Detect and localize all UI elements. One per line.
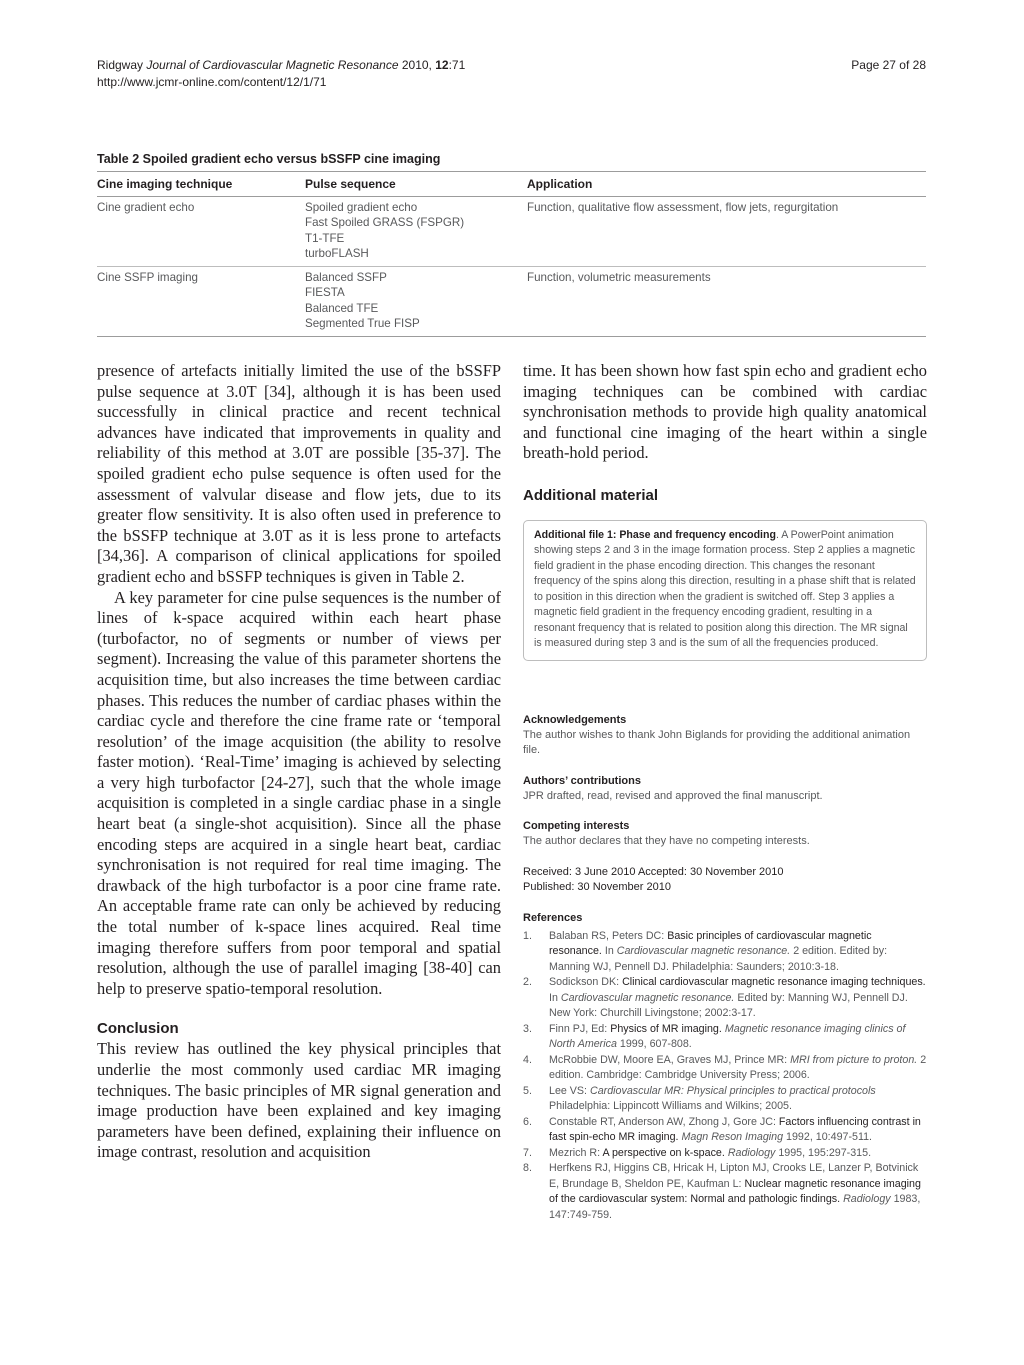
- reference-title-link[interactable]: Basic principles of cardiovascular magnetic resonance.: [549, 929, 872, 958]
- additional-file-title[interactable]: Additional file 1: Phase and frequency encoding: [534, 528, 776, 541]
- received-accepted-dates: Received: 3 June 2010 Accepted: 30 November 2010: [523, 865, 784, 878]
- reference-details: 1992, 10:497-511.: [783, 1131, 873, 1144]
- reference-source: Cardiovascular MR: Physical principles to practical protocols: [590, 1084, 876, 1097]
- table-cell-technique: Cine gradient echo: [97, 200, 195, 214]
- sequence-item: T1-TFE: [305, 231, 345, 245]
- additional-file-box[interactable]: [523, 520, 927, 661]
- left-column: [97, 361, 501, 1163]
- reference-authors: Sodickson DK:: [549, 976, 623, 989]
- contributions-heading: Authors’ contributions: [523, 774, 641, 787]
- body-paragraph: presence of artefacts initially limited the use of the bSSFP pulse sequence at 3.0T [34], although it is has been used successfully in clinical practice and recent technical advances have indicated that improvements in quality and reliability of this method at 3.0T are possible [35-37]. The spoiled gradient echo pulse sequence is often used for the assessment of valvular disease and flow jets, due to its greater flow sensitivity. It is also often used in preference to the bSSFP technique at 3.0T as it is less prone to artefacts [34,36]. A comparison of clinical applications for spoiled gradient echo and bSSFP techniques is given in Table 2.: [97, 361, 501, 586]
- reference-title-link[interactable]: Clinical cardiovascular magnetic resonance imaging techniques.: [622, 976, 926, 989]
- competing-interests-section: [523, 819, 927, 850]
- reference-item: [523, 1022, 927, 1053]
- header-journal: Journal of Cardiovascular Magnetic Resonance: [146, 58, 399, 72]
- sequence-item: turboFLASH: [305, 247, 369, 260]
- table-header-row: [97, 172, 926, 196]
- table-cell-sequences: [305, 200, 527, 262]
- table-cell-technique: Cine SSFP imaging: [97, 270, 198, 284]
- header-year: 2010,: [401, 58, 432, 72]
- table-row: [97, 196, 926, 266]
- reference-details: 1999, 607-808.: [616, 1038, 692, 1051]
- reference-source: Radiology: [727, 1146, 776, 1159]
- reference-source: Cardiovascular magnetic resonance.: [560, 991, 735, 1004]
- reference-number: 5.: [523, 1084, 532, 1097]
- conclusion-heading: Conclusion: [97, 1020, 179, 1038]
- column-header: Application: [527, 177, 593, 191]
- right-column: [523, 361, 927, 1223]
- reference-number: 2.: [523, 976, 532, 989]
- comparison-table: [97, 171, 926, 337]
- table-row: [97, 266, 926, 336]
- additional-material-heading: Additional material: [523, 486, 659, 504]
- reference-source: Radiology: [843, 1193, 891, 1206]
- reference-title-link[interactable]: Physics of MR imaging.: [610, 1022, 722, 1035]
- header-article: :71: [448, 58, 466, 72]
- sequence-item: Balanced TFE: [305, 301, 379, 315]
- sequence-item: Balanced SSFP: [305, 270, 387, 284]
- reference-number: 8.: [523, 1162, 532, 1175]
- reference-details: Edited by: Manning WJ, Pennell DJ. New York: Churchill Livingstone; 2002:3-17.: [549, 991, 908, 1020]
- acknowledgements-text: The author wishes to thank John Biglands for providing the additional animation file.: [523, 728, 911, 757]
- table-cell-application: Function, qualitative flow assessment, flow jets, regurgitation: [527, 200, 839, 214]
- reference-number: 4.: [523, 1053, 532, 1066]
- reference-source: Magnetic resonance imaging clinics of North America: [549, 1022, 906, 1051]
- reference-authors: Balaban RS, Peters DC:: [549, 929, 668, 942]
- citation-line: [97, 57, 926, 74]
- additional-file-description: . A PowerPoint animation showing steps 2 and 3 in the image formation process. Step 2 applies a magnetic field gradient in the phase encoding direction. This changes the resonant frequency of the spins along this direction, resulting in a phase shift that is related to position in this direction when the gradient is switched off. Step 3 applies a magnetic field gradient in the frequency encoding gradient, resulting in a resonant frequency that is related to position along this direction. The MR signal is measured during step 3 and is the sum of all the frequencies produced.: [534, 528, 916, 650]
- reference-item: [523, 1115, 927, 1146]
- reference-details: 2 edition. Edited by: Manning WJ, Pennell DJ. Philadelphia: Saunders; 2010:3-18.: [549, 945, 888, 973]
- references-heading: References: [523, 911, 583, 924]
- reference-item: [523, 975, 927, 1022]
- published-date: Published: 30 November 2010: [523, 881, 671, 894]
- reference-details: 1995, 195:297-315.: [775, 1146, 872, 1159]
- conclusion-paragraph: This review has outlined the key physical principles that underlie the most commonly used cardiac MR imaging techniques. The basic principles of MR signal generation and image production have been explained and key imaging parameters have been defined, explaining their influence on image contrast, resolution and acquisition: [97, 1039, 501, 1162]
- sequence-item: FIESTA: [305, 286, 345, 299]
- reference-item: [523, 929, 927, 976]
- body-paragraph: A key parameter for cine pulse sequences is the number of lines of k-space acquired within each heart phase (turbofactor, no of segments or number of views per segment). Increasing the value of this parameter shortens the acquisition time, but also increases the time between cardiac phases. This reduces the number of cardiac phases within the cardiac cycle and therefore the cine frame rate or ‘temporal resolution’ of the image acquisition (the ability to resolve faster motion). ‘Real-Time’ imaging is achieved by selecting a very high turbofactor [24-27], such that the whole image acquisition is completed in a single cardiac phase in a single heart beat (a single-shot acquisition). Since all the phase encoding steps are acquired in a single heart beat, cardiac synchronisation is not required for real time imaging. The drawback of the high turbofactor is a poor cine frame rate. An acceptable frame rate can only be achieved by reducing the total number of k-space lines acquired. Real time imaging therefore suffers from poor temporal and spatial resolution, although the use of parallel imaging [38-40] can help to preserve spatio-temporal resolution.: [97, 587, 501, 998]
- column-header: Pulse sequence: [305, 177, 396, 191]
- reference-authors: Finn PJ, Ed:: [549, 1022, 611, 1035]
- competing-interests-heading: Competing interests: [523, 820, 630, 833]
- header-url[interactable]: http://www.jcmr-online.com/content/12/1/71: [97, 75, 327, 89]
- page-number: Page 27 of 28: [851, 58, 926, 72]
- reference-in: In: [549, 991, 561, 1004]
- reference-details: 1983, 147:749-759.: [549, 1193, 921, 1221]
- acknowledgements-heading: Acknowledgements: [523, 713, 627, 726]
- table-cell-application: Function, volumetric measurements: [527, 270, 711, 284]
- reference-number: 3.: [523, 1022, 532, 1035]
- contributions-section: [523, 774, 927, 805]
- column-header: Cine imaging technique: [97, 177, 233, 191]
- reference-details: Philadelphia: Lippincott Williams and Wilkins; 2005.: [549, 1100, 792, 1113]
- reference-item: [523, 1084, 927, 1115]
- header-volume: 12: [435, 58, 449, 72]
- reference-title-link[interactable]: A perspective on k-space.: [602, 1146, 725, 1159]
- reference-number: 1.: [523, 929, 532, 942]
- reference-list: [523, 929, 927, 1224]
- reference-authors: Mezrich R:: [549, 1146, 603, 1159]
- reference-authors: Constable RT, Anderson AW, Zhong J, Gore JC:: [549, 1115, 779, 1128]
- sequence-item: Fast Spoiled GRASS (FSPGR): [305, 216, 465, 229]
- reference-number: 7.: [523, 1146, 532, 1159]
- reference-authors: Herfkens RJ, Higgins CB, Hricak H, Lipton MJ, Crooks LE, Lanzer P, Botvinick E, Brundage B, Sheldon PE, Kaufman L:: [549, 1162, 919, 1190]
- reference-item: [523, 1161, 927, 1223]
- sequence-item: Spoiled gradient echo: [305, 200, 418, 214]
- reference-item: [523, 1053, 927, 1084]
- reference-source: Magn Reson Imaging: [681, 1131, 784, 1144]
- acknowledgements-section: [523, 713, 927, 759]
- reference-authors: Lee VS:: [549, 1084, 590, 1097]
- competing-interests-text: The author declares that they have no competing interests.: [523, 835, 810, 848]
- page-header: [97, 57, 926, 91]
- reference-source: MRI from picture to proton.: [790, 1053, 918, 1066]
- table-cell-sequences: [305, 270, 527, 332]
- header-author: Ridgway: [97, 58, 144, 72]
- sequence-item: Segmented True FISP: [305, 317, 420, 330]
- table-caption: Table 2 Spoiled gradient echo versus bSSFP cine imaging: [97, 152, 441, 166]
- reference-in: In: [601, 945, 617, 958]
- reference-item: [523, 1146, 927, 1162]
- body-paragraph: time. It has been shown how fast spin echo and gradient echo imaging techniques can be combined with cardiac synchronisation methods to provide high quality anatomical and functional cine imaging of the heart within a single breath-hold period.: [523, 361, 927, 463]
- reference-source: Cardiovascular magnetic resonance.: [616, 945, 791, 958]
- contributions-text: JPR drafted, read, revised and approved the final manuscript.: [523, 789, 823, 802]
- reference-title-link[interactable]: Nuclear magnetic resonance imaging of the cardiovascular system: Normal and pathologic findings.: [549, 1177, 921, 1206]
- reference-details: 2 edition. Cambridge: Cambridge University Press; 2006.: [549, 1053, 927, 1082]
- dates-section: [523, 865, 927, 896]
- references-section: [523, 911, 927, 1224]
- reference-number: 6.: [523, 1115, 532, 1128]
- reference-title-link[interactable]: Factors influencing contrast in fast spin-echo MR imaging.: [549, 1115, 921, 1144]
- reference-authors: McRobbie DW, Moore EA, Graves MJ, Prince MR:: [549, 1053, 791, 1066]
